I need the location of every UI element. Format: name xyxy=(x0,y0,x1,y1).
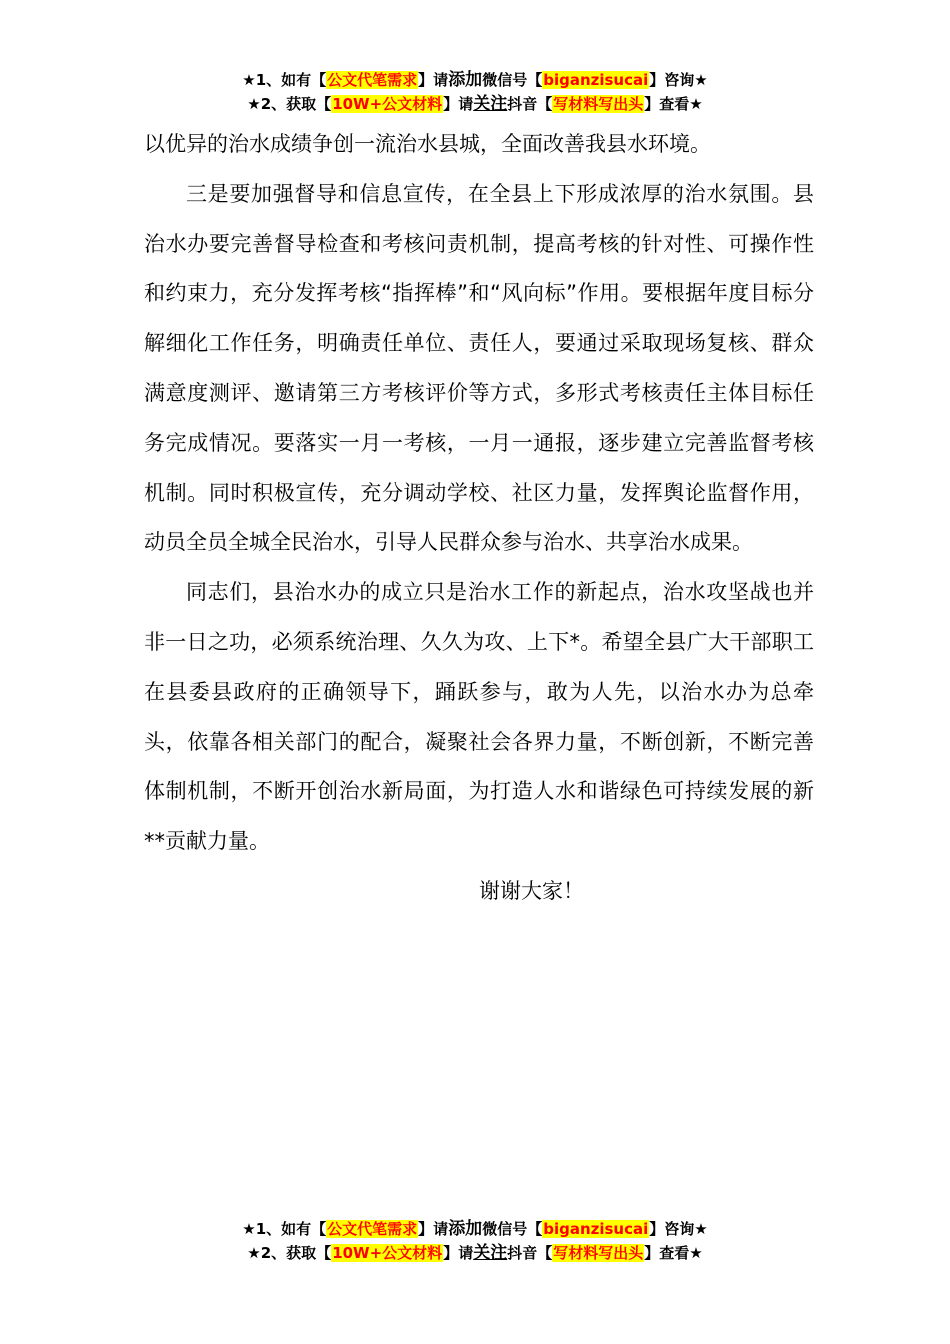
banner-highlight: 10W+公文材料 xyxy=(332,95,443,113)
banner-highlight: 10W+公文材料 xyxy=(332,1244,443,1262)
banner-text: 】请 xyxy=(418,71,449,89)
paragraph-closing: 同志们，县治水办的成立只是治水工作的新起点，治水攻坚战也并非一日之功，必须系统治理、久久为攻、上下*。希望全县广大干部职工在县委县政府的正确领导下，踊跃参与，敢为人先，以治水办为总牵头，依靠各相关部门的配合，凝聚社会各界力量，不断创新，不断完善体制机制，不断开创治水新局面，为打造人水和谐绿色可持续发展的新**贡献力量。 xyxy=(144,580,814,854)
banner-wechat-id: biganzisucai xyxy=(543,1220,649,1238)
banner-text: 】请 xyxy=(443,95,474,113)
banner-wechat-id: biganzisucai xyxy=(543,71,649,89)
banner-line-2 xyxy=(0,1241,950,1265)
header-banner xyxy=(0,68,950,116)
paragraph-supervision: 三是要加强督导和信息宣传，在全县上下形成浓厚的治水氛围。县治水办要完善督导检查和考核问责机制，提高考核的针对性、可操作性和约束力，充分发挥考核“指挥棒”和“风向标”作用。要根据年度目标分解细化工作任务，明确责任单位、责任人，要通过采取现场复核、群众满意度测评、邀请第三方考核评价等方式，多形式考核责任主体目标任务完成情况。要落实一月一考核，一月一通报，逐步建立完善监督考核机制。同时积极宣传，充分调动学校、社区力量，发挥舆论监督作用，动员全员全城全民治水，引导人民群众参与治水、共享治水成果。 xyxy=(144,181,814,555)
banner-highlight: 公文代笔需求 xyxy=(327,71,418,89)
banner-text: 微信号【 xyxy=(482,71,543,89)
footer-banner xyxy=(0,1217,950,1265)
banner-text: 】查看★ xyxy=(644,1244,703,1262)
banner-line-1 xyxy=(0,68,950,92)
banner-text: 】请 xyxy=(418,1220,449,1238)
banner-text: 】查看★ xyxy=(644,95,703,113)
paragraph-continuation: 以优异的治水成绩争创一流治水县城，全面改善我县水环境。 xyxy=(144,132,711,156)
document-body xyxy=(144,120,814,917)
banner-text: 】请 xyxy=(443,1244,474,1262)
banner-emphasis: 添加 xyxy=(448,70,483,90)
banner-text: 微信号【 xyxy=(482,1220,543,1238)
banner-text: 抖音【 xyxy=(507,95,553,113)
banner-emphasis: 关注 xyxy=(473,94,508,114)
banner-highlight: 公文代笔需求 xyxy=(327,1220,418,1238)
banner-text: ★2、获取【 xyxy=(247,95,332,113)
banner-text: 】咨询★ xyxy=(649,71,708,89)
banner-line-1 xyxy=(0,1217,950,1241)
banner-text: ★1、如有【 xyxy=(242,71,327,89)
banner-text: ★2、获取【 xyxy=(247,1244,332,1262)
thanks-line: 谢谢大家！ xyxy=(479,878,584,903)
banner-highlight: 写材料写出头 xyxy=(553,95,644,113)
banner-text: ★1、如有【 xyxy=(242,1220,327,1238)
banner-emphasis: 添加 xyxy=(448,1219,483,1239)
banner-emphasis: 关注 xyxy=(473,1243,508,1263)
banner-text: 】咨询★ xyxy=(649,1220,708,1238)
banner-text: 抖音【 xyxy=(507,1244,553,1262)
banner-line-2 xyxy=(0,92,950,116)
banner-highlight: 写材料写出头 xyxy=(553,1244,644,1262)
